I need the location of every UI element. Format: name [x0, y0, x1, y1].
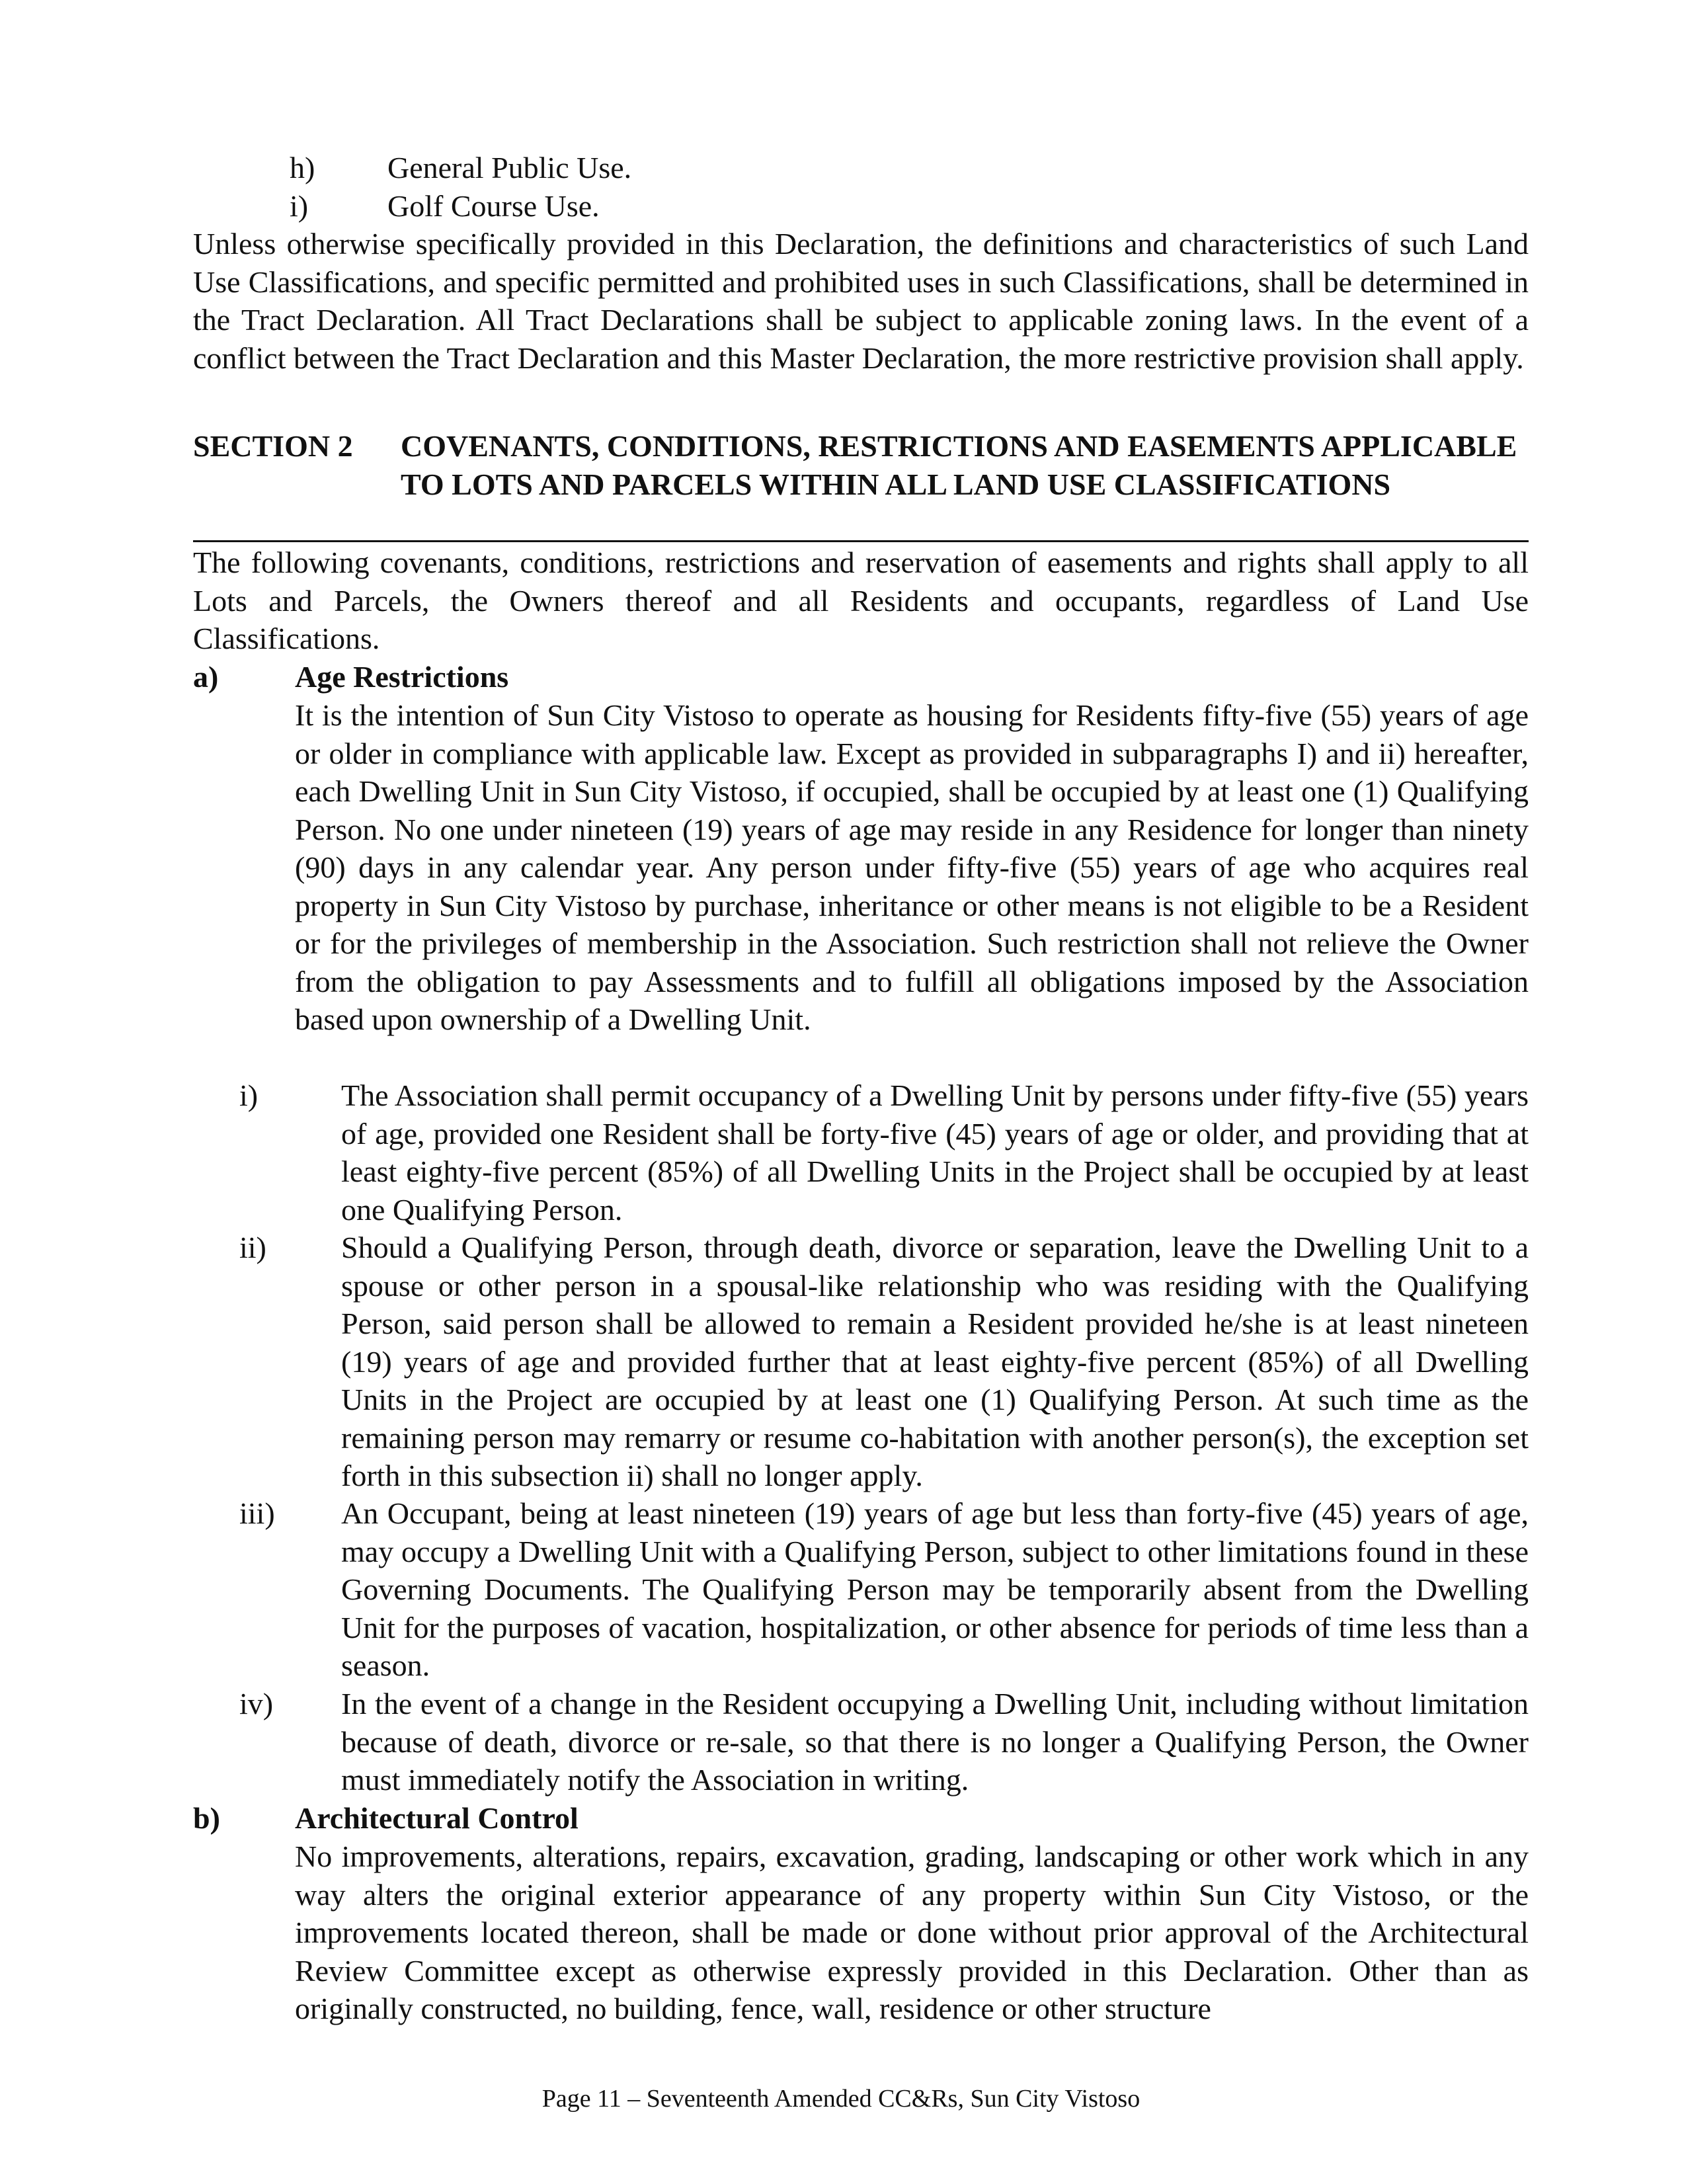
subsection-b-body: No improvements, alterations, repairs, excavation, grading, landscaping or other work which in any way alters the original exterior appearance of any property within Sun City Vistoso, or the improvements located thereon, shall be made or done without prior approval of the Architectural Review Committee except as otherwise expressly provided in this Declaration. Other than as originally constructed, no building, fence, wall, residence or other structure [295, 1840, 1529, 2025]
list-item-number: iv) [239, 1687, 274, 1720]
list-item-number: i) [239, 1078, 259, 1112]
intro-paragraph: Unless otherwise specifically provided in this Declaration, the definitions and characteristics of such Land Use Classifications, and specific permitted and prohibited uses in such Classifications, shall be determined in the Tract Declaration. All Tract Declarations shall be subject to applicable zoning laws. In the event of a conflict between the Tract Declaration and this Master Declaration, the more restrictive provision shall apply. [193, 227, 1529, 375]
list-item-number: iii) [239, 1496, 275, 1530]
subsection-title: Age Restrictions [295, 660, 509, 694]
subsection-a-body: It is the intention of Sun City Vistoso to operate as housing for Residents fifty-five (55) years of age or older in compliance with applicable law. Except as provided in subparagraphs I) and ii) hereafter, each Dwelling Unit in Sun City Vistoso, if occupied, shall be occupied by at least one (1) Qualifying Person. No one under nineteen (19) years of age may reside in any Residence for longer than ninety (90) days in any calendar year. Any person under fifty-five (55) years of age who acquires real property in Sun City Vistoso by purchase, inheritance or other means is not eligible to be a Resident or for the privileges of membership in the Association. Such restriction shall not relieve the Owner from the obligation to pay Assessments and to fulfill all obligations imposed by the Association based upon ownership of a Dwelling Unit. [295, 698, 1529, 1036]
list-item-text: The Association shall permit occupancy of a Dwelling Unit by persons under fifty-five (55) years of age, provided one Resident shall be forty-five (45) years of age or older, and providing that at least eighty-five percent (85%) of all Dwelling Units in the Project shall be occupied by at least one Qualifying Person. [341, 1078, 1529, 1227]
section-divider [193, 540, 1529, 542]
page-footer: Page 11 – Seventeenth Amended CC&Rs, Sun City Vistoso [541, 2085, 1141, 2113]
section-intro: The following covenants, conditions, restrictions and reservation of easements and rights shall apply to all Lots and Parcels, the Owners thereof and all Residents and occupants, regardless of Land Use Classifications. [193, 546, 1529, 655]
list-item-text: General Public Use. [387, 151, 632, 184]
list-item-text: In the event of a change in the Resident occupying a Dwelling Unit, including without limitation because of death, divorce or re-sale, so that there is no longer a Qualifying Person, the Owner must immediately notify the Association in writing. [341, 1687, 1529, 1797]
subsection-number: a) [193, 660, 219, 694]
section-label: SECTION 2 [193, 429, 353, 463]
section-title: COVENANTS, CONDITIONS, RESTRICTIONS AND EASEMENTS APPLICABLE TO LOTS AND PARCELS WITHIN ALL LAND USE CLASSIFICATIONS [401, 429, 1517, 501]
list-item-number: ii) [239, 1231, 266, 1264]
list-item-text: An Occupant, being at least nineteen (19) years of age but less than forty-five (45) years of age, may occupy a Dwelling Unit with a Qualifying Person, subject to other limitations found in these Governing Documents. The Qualifying Person may be temporarily absent from the Dwelling Unit for the purposes of vacation, hospitalization, or other absence for periods of time less than a season. [341, 1496, 1529, 1682]
list-item-number: i) [290, 189, 309, 223]
subsection-number: b) [193, 1801, 220, 1835]
subsection-title: Architectural Control [295, 1801, 579, 1835]
list-item-number: h) [290, 151, 315, 184]
list-item-text: Golf Course Use. [387, 189, 600, 223]
list-item-text: Should a Qualifying Person, through death, divorce or separation, leave the Dwelling Unit to a spouse or other person in a spousal-like relationship who was residing with the Qualifying Person, said person shall be allowed to remain a Resident provided he/she is at least nineteen (19) years of age and provided further that at least eighty-five percent (85%) of all Dwelling Units in the Project are occupied by at least one (1) Qualifying Person. At such time as the remaining person may remarry or resume co-habitation with another person(s), the exception set forth in this subsection ii) shall no longer apply. [341, 1231, 1529, 1492]
